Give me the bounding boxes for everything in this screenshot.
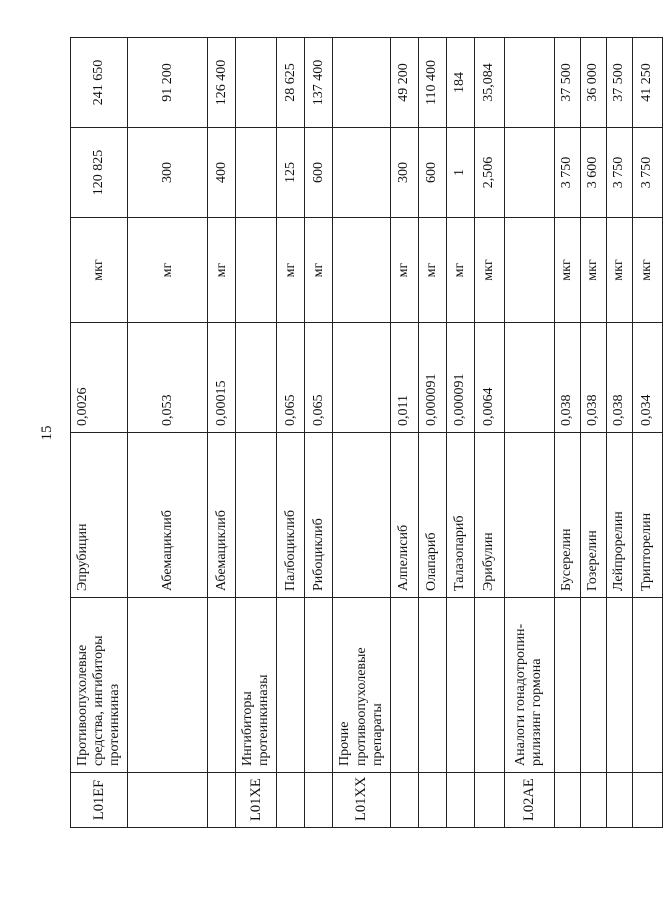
dose-cell (236, 128, 277, 218)
coef-cell: 0,011 (390, 323, 418, 433)
total-cell: 184 (446, 38, 474, 128)
atc-code-cell (418, 773, 446, 828)
total-cell: 91 200 (128, 38, 208, 128)
table-row (446, 38, 474, 828)
rotated-table-wrapper (70, 38, 655, 828)
group-cell: Аналоги гонадотропин-рилизинг гормона (504, 598, 554, 773)
drug-cell: Бусерелин (554, 433, 580, 598)
atc-code-cell (632, 773, 662, 828)
group-cell (632, 598, 662, 773)
dose-cell: 400 (208, 128, 236, 218)
unit-cell: мг (418, 218, 446, 323)
total-cell: 137 400 (305, 38, 333, 128)
dose-cell: 2,506 (474, 128, 504, 218)
drug-cell: Лейпрорелин (606, 433, 632, 598)
table-row (305, 38, 333, 828)
table-row (333, 38, 390, 828)
unit-cell: мг (277, 218, 305, 323)
unit-cell: мкг (580, 218, 606, 323)
group-cell (554, 598, 580, 773)
total-cell: 41 250 (632, 38, 662, 128)
group-cell: Противоопухолевые средства, ингибиторы протеинкиназ (71, 598, 128, 773)
unit-cell: мкг (474, 218, 504, 323)
total-cell: 241 650 (71, 38, 128, 128)
dose-cell: 300 (390, 128, 418, 218)
atc-code-cell (446, 773, 474, 828)
dose-cell: 600 (305, 128, 333, 218)
coef-cell: 0,034 (632, 323, 662, 433)
table-row (554, 38, 580, 828)
total-cell (333, 38, 390, 128)
dose-cell: 300 (128, 128, 208, 218)
unit-cell: мг (446, 218, 474, 323)
drug-cell: Олапариб (418, 433, 446, 598)
dose-cell: 3 750 (606, 128, 632, 218)
group-cell (277, 598, 305, 773)
group-cell (474, 598, 504, 773)
unit-cell: мкг (606, 218, 632, 323)
table-row (504, 38, 554, 828)
atc-code-cell: L02AE (504, 773, 554, 828)
drug-cell: Абемациклиб (128, 433, 208, 598)
table-row (580, 38, 606, 828)
atc-code-cell (554, 773, 580, 828)
coef-cell: 0,0026 (71, 323, 128, 433)
table-row (128, 38, 208, 828)
drug-cell: Алпелисиб (390, 433, 418, 598)
unit-cell: мкг (71, 218, 128, 323)
total-cell: 110 400 (418, 38, 446, 128)
coef-cell: 0,065 (305, 323, 333, 433)
drug-cell (236, 433, 277, 598)
coef-cell: 0,000091 (418, 323, 446, 433)
coef-cell: 0,038 (606, 323, 632, 433)
unit-cell: мкг (554, 218, 580, 323)
table-row (606, 38, 632, 828)
table-row (236, 38, 277, 828)
atc-code-cell: L01XE (236, 773, 277, 828)
group-cell (580, 598, 606, 773)
drug-cell: Гозерелин (580, 433, 606, 598)
atc-code-cell (474, 773, 504, 828)
group-cell (390, 598, 418, 773)
unit-cell (333, 218, 390, 323)
drug-cell (333, 433, 390, 598)
unit-cell: мг (128, 218, 208, 323)
dose-cell: 600 (418, 128, 446, 218)
table-row (632, 38, 662, 828)
total-cell: 36 000 (580, 38, 606, 128)
atc-code-cell (277, 773, 305, 828)
unit-cell: мг (305, 218, 333, 323)
drug-table (70, 37, 663, 828)
group-cell (446, 598, 474, 773)
drug-cell: Рибоциклиб (305, 433, 333, 598)
atc-code-cell: L01EF (71, 773, 128, 828)
total-cell (504, 38, 554, 128)
atc-code-cell (208, 773, 236, 828)
group-cell (606, 598, 632, 773)
dose-cell (504, 128, 554, 218)
group-cell (305, 598, 333, 773)
dose-cell: 1 (446, 128, 474, 218)
total-cell: 28 625 (277, 38, 305, 128)
total-cell: 37 500 (554, 38, 580, 128)
dose-cell: 3 750 (554, 128, 580, 218)
atc-code-cell (606, 773, 632, 828)
coef-cell (504, 323, 554, 433)
drug-cell: Талазопариб (446, 433, 474, 598)
coef-cell: 0,00015 (208, 323, 236, 433)
dose-cell: 125 (277, 128, 305, 218)
coef-cell: 0,038 (554, 323, 580, 433)
coef-cell: 0,065 (277, 323, 305, 433)
table-row (390, 38, 418, 828)
atc-code-cell (580, 773, 606, 828)
page-number: 15 (39, 425, 55, 441)
dose-cell: 120 825 (71, 128, 128, 218)
coef-cell (236, 323, 277, 433)
table-row (71, 38, 128, 828)
table-row (474, 38, 504, 828)
table-row (208, 38, 236, 828)
total-cell: 35,084 (474, 38, 504, 128)
coef-cell: 0,038 (580, 323, 606, 433)
atc-code-cell: L01XX (333, 773, 390, 828)
unit-cell: мг (390, 218, 418, 323)
drug-cell: Эпрубицин (71, 433, 128, 598)
drug-cell (504, 433, 554, 598)
drug-cell: Абемациклиб (208, 433, 236, 598)
total-cell: 37 500 (606, 38, 632, 128)
dose-cell: 3 750 (632, 128, 662, 218)
group-cell: Прочие противоопухолевые препараты (333, 598, 390, 773)
group-cell (208, 598, 236, 773)
total-cell: 126 400 (208, 38, 236, 128)
drug-cell: Трипторелин (632, 433, 662, 598)
coef-cell (333, 323, 390, 433)
unit-cell: мкг (632, 218, 662, 323)
total-cell (236, 38, 277, 128)
atc-code-cell (390, 773, 418, 828)
coef-cell: 0,053 (128, 323, 208, 433)
coef-cell: 0,000091 (446, 323, 474, 433)
coef-cell: 0,0064 (474, 323, 504, 433)
atc-code-cell (128, 773, 208, 828)
drug-cell: Эрибулин (474, 433, 504, 598)
table-row (418, 38, 446, 828)
group-cell (128, 598, 208, 773)
total-cell: 49 200 (390, 38, 418, 128)
unit-cell (504, 218, 554, 323)
drug-cell: Палбоциклиб (277, 433, 305, 598)
group-cell: Ингибиторы протеинкиназы (236, 598, 277, 773)
group-cell (418, 598, 446, 773)
dose-cell (333, 128, 390, 218)
atc-code-cell (305, 773, 333, 828)
unit-cell: мг (208, 218, 236, 323)
unit-cell (236, 218, 277, 323)
dose-cell: 3 600 (580, 128, 606, 218)
table-row (277, 38, 305, 828)
